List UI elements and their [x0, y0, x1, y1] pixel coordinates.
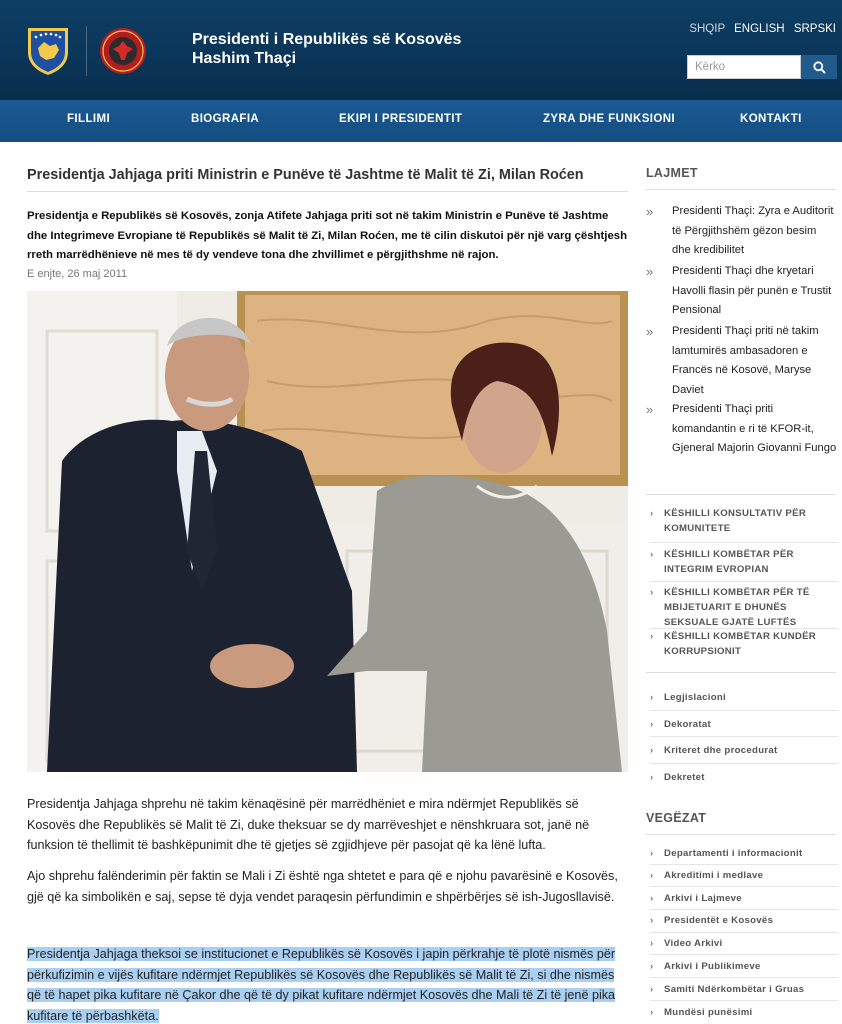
site-title-line1[interactable]: Presidenti i Republikës së Kosovës: [192, 31, 462, 48]
chevron-right-icon: ›: [650, 772, 654, 783]
legal-link[interactable]: › Dekoratat: [650, 719, 711, 730]
useful-link[interactable]: › Arkivi i Lajmeve: [650, 893, 742, 904]
useful-link[interactable]: › Video Arkivi: [650, 938, 723, 949]
list-separator: [650, 628, 838, 629]
useful-link[interactable]: › Akreditimi i medlave: [650, 870, 764, 881]
article-photo: [27, 291, 628, 772]
search-icon: [813, 61, 826, 74]
nav-item-ekipi[interactable]: EKIPI I PRESIDENTIT: [339, 113, 463, 125]
list-separator: [650, 886, 838, 887]
article-paragraph: Presidentja Jahjaga shprehu në takim kënaqësinë për marrëdhëniet e mira ndërmjet Republikës së Kosovës dhe Republikës së Malit të Zi, duke theksuar se dy marrëveshjet e nënshkruara sot, janë në funksion të thellimit të bashkëpunimit dhe të gjetjes së zgjidhjeve për pasojat që ka lënë lufta.: [27, 797, 590, 852]
double-chevron-right-icon: »: [646, 324, 654, 339]
chevron-right-icon: ›: [650, 549, 654, 560]
chevron-right-icon: ›: [650, 984, 654, 995]
list-separator: [650, 581, 838, 582]
chevron-right-icon: ›: [650, 631, 654, 642]
lang-english[interactable]: ENGLISH: [734, 23, 785, 35]
chevron-right-icon: ›: [650, 938, 654, 949]
news-item[interactable]: » Presidenti Thaçi priti në takim lamtumirës ambasadoren e Francës në Kosovë, Maryse Daviet: [646, 324, 819, 396]
news-item[interactable]: » Presidenti Thaçi dhe kryetari Havolli flasin për punën e Trustit Pensional: [646, 264, 832, 316]
links-heading: VEGËZAT: [646, 811, 707, 825]
title-divider: [27, 191, 628, 192]
council-link[interactable]: › KËSHILLI KOMBËTAR PËR INTEGRIM EVROPIAN: [650, 549, 794, 575]
chevron-right-icon: ›: [650, 1007, 654, 1018]
article-date: E enjte, 26 maj 2011: [27, 268, 128, 280]
useful-link[interactable]: › Departamenti i informacionit: [650, 848, 803, 859]
site-title[interactable]: [192, 30, 461, 68]
nav-item-fillimi[interactable]: FILLIMI: [67, 113, 111, 125]
double-chevron-right-icon: »: [646, 204, 654, 219]
chevron-right-icon: ›: [650, 961, 654, 972]
article-lead: Presidentja e Republikës së Kosovës, zonja Atifete Jahjaga priti sot në takim Ministrin e Punëve të Jashtme dhe Integrimeve Evropiane të Republikës së Malit të Zi, Milan Roćen, me të cilin diskutoi për një varg çështjesh rreth marrëdhënieve në mes të dy vendeve tona dhe zhvillimet e përgjithshme në rajon.: [27, 210, 628, 261]
useful-link[interactable]: › Mundësi punësimi: [650, 1007, 753, 1018]
useful-link[interactable]: › Presidentët e Kosovës: [650, 915, 774, 926]
useful-link[interactable]: › Arkivi i Publikimeve: [650, 961, 761, 972]
list-separator: [650, 864, 838, 865]
legal-link[interactable]: › Kriteret dhe procedurat: [650, 745, 778, 756]
council-link[interactable]: › KËSHILLI KONSULTATIV PËR KOMUNITETE: [650, 508, 807, 534]
chevron-right-icon: ›: [650, 915, 654, 926]
chevron-right-icon: ›: [650, 848, 654, 859]
legal-link[interactable]: › Legjislacioni: [650, 692, 727, 703]
list-separator: [650, 1000, 838, 1001]
language-switcher: [683, 23, 836, 35]
lang-srpski[interactable]: SRPSKI: [793, 23, 836, 35]
article-paragraph: Ajo shprehu falënderimin për faktin se Mali i Zi është nga shtetet e para që e njohu pavarësinë e Kosovës, gjë që ka simbolikën e saj, sepse të dyja vendet paraqesin përfundimin e shpërbërjes së ish-Jugosllavisë.: [27, 869, 618, 904]
nav-item-zyra[interactable]: ZYRA DHE FUNKSIONI: [543, 113, 675, 125]
lang-shqip[interactable]: SHQIP: [689, 23, 725, 35]
list-separator: [650, 736, 838, 737]
nav-item-kontakti[interactable]: KONTAKTI: [740, 113, 802, 125]
section-divider: [646, 494, 836, 495]
site-title-line2[interactable]: Hashim Thaçi: [192, 50, 297, 67]
list-separator: [650, 909, 838, 910]
legal-link[interactable]: › Dekretet: [650, 772, 705, 783]
list-separator: [650, 932, 838, 933]
section-divider: [646, 672, 836, 673]
double-chevron-right-icon: »: [646, 402, 654, 417]
list-separator: [650, 710, 838, 711]
double-chevron-right-icon: »: [646, 264, 654, 279]
search-button[interactable]: [801, 55, 837, 79]
list-separator: [650, 977, 838, 978]
article-title: Presidentja Jahjaga priti Ministrin e Punëve të Jashtme të Malit të Zi, Milan Roćen: [27, 167, 584, 183]
news-divider: [646, 189, 836, 190]
header-divider: [86, 26, 87, 76]
main-nav: [0, 100, 842, 142]
search-box: [687, 55, 837, 79]
useful-link[interactable]: › Samiti Ndërkombëtar i Gruas: [650, 984, 805, 995]
list-separator: [650, 954, 838, 955]
article-paragraph-highlighted: [27, 944, 630, 1024]
kosovo-coat-of-arms-icon[interactable]: [26, 26, 70, 76]
council-link[interactable]: › KËSHILLI KOMBËTAR PËR TË MBIJETUARIT E DHUNËS SEKSUALE GJATË LUFTËS: [650, 587, 810, 628]
chevron-right-icon: ›: [650, 587, 654, 598]
selected-text[interactable]: Presidentja Jahjaga theksoi se institucionet e Republikës së Kosovës i japin përkrahje të plotë nismës për përkufizimin e vijës kufitare ndërmjet Republikës së Kosovës dhe Republikës së Malit të Zi, si dhe nismës që të hapet pika kufitare në Çakor dhe që të dy pikat kufitare ndërmjet Kosovës dhe Mali të Zi të jenë pika kufitare të përbashkëta.: [27, 947, 616, 1023]
chevron-right-icon: ›: [650, 745, 654, 756]
list-separator: [650, 763, 838, 764]
news-heading: LAJMET: [646, 166, 698, 180]
links-divider: [646, 834, 836, 835]
presidential-seal-icon[interactable]: [99, 27, 147, 75]
search-input[interactable]: [687, 55, 801, 79]
news-item[interactable]: » Presidenti Thaçi priti komandantin e ri të KFOR-it, Gjeneral Majorin Giovanni Fungo: [646, 402, 837, 454]
site-header: [0, 0, 842, 100]
chevron-right-icon: ›: [650, 508, 654, 519]
council-link[interactable]: › KËSHILLI KOMBËTAR KUNDËR KORRUPSIONIT: [650, 631, 816, 657]
chevron-right-icon: ›: [650, 893, 654, 904]
chevron-right-icon: ›: [650, 692, 654, 703]
news-item[interactable]: » Presidenti Thaçi: Zyra e Auditorit të Përgjithshëm gëzon besim dhe kredibilitet: [646, 204, 834, 256]
chevron-right-icon: ›: [650, 870, 654, 881]
list-separator: [650, 542, 838, 543]
handshake-photo-illustration: [27, 291, 628, 772]
chevron-right-icon: ›: [650, 719, 654, 730]
nav-item-biografia[interactable]: BIOGRAFIA: [191, 113, 260, 125]
